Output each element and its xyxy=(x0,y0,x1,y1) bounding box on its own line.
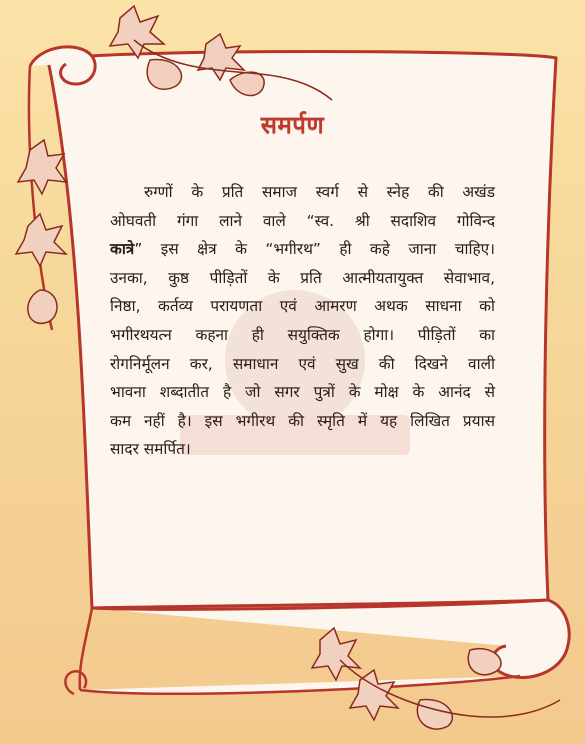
text-line-4: उनका, कुष्ठ पीड़ितों के प्रति आत्मीयतायुक्त सेवाभाव, xyxy=(110,268,495,287)
text-line-2-content: ओघवती गंगा लाने वाले “स्व. श्री सदाशिव गोविन्द xyxy=(110,211,495,230)
text-line-10: सादर समर्पित। xyxy=(110,440,191,459)
text-line-3 xyxy=(110,235,495,264)
text-line-3-rest: ” इस क्षेत्र के “भगीरथ” ही कहे जाना चाहिए। xyxy=(134,240,495,259)
text-line-5: निष्ठा, कर्तव्य परायणता एवं आमरण अथक साधना को xyxy=(110,297,495,316)
dedication-paragraph xyxy=(110,178,495,464)
top-curl xyxy=(30,47,95,84)
text-line-8: भावना शब्दातीत है जो सगर पुत्रों के मोक्ष के आनंद से xyxy=(110,383,495,402)
name-emphasis: कात्रे xyxy=(110,240,135,259)
text-line-1: रुग्णों के प्रति समाज स्वर्ग से स्नेह की अखंड xyxy=(144,183,495,201)
page-title: समर्पण xyxy=(260,111,325,139)
text-line-6: भगीरथयत्न कहना ही सयुक्तिक होगा। पीड़ितों का xyxy=(110,325,495,344)
text-line-9: कम नहीं है। इस भगीरथ की स्मृति में यह लिखित प्रयास xyxy=(110,411,495,430)
leaves-left xyxy=(16,140,66,323)
text-line-2 xyxy=(110,207,495,236)
text-line-7: रोगनिर्मूलन कर, समाधान एवं सुख की दिखने वाली xyxy=(110,354,495,373)
